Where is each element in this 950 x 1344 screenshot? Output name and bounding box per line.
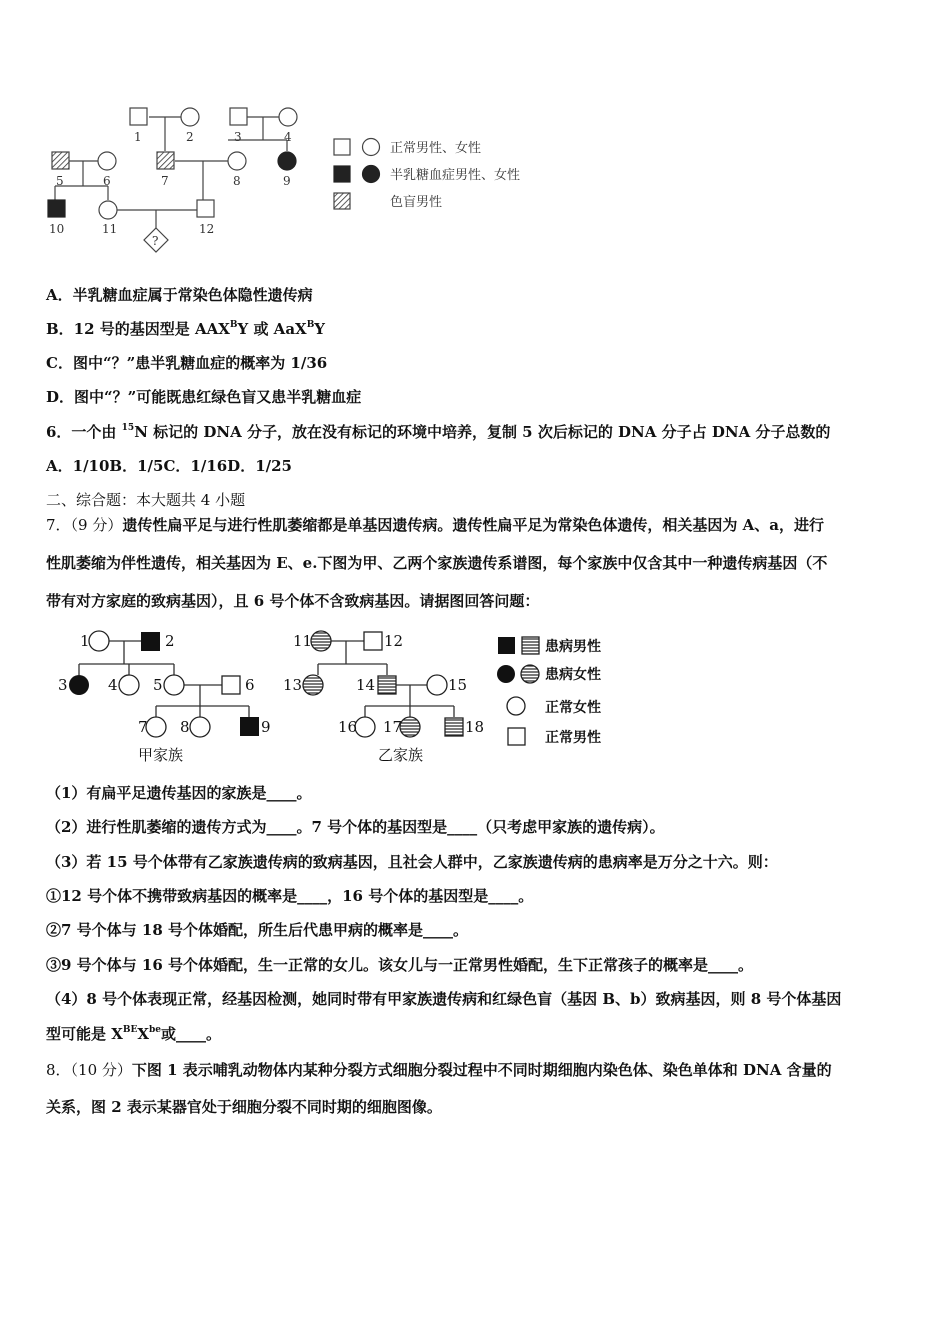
individual-12 [197, 200, 214, 217]
q7-sub-4-line1: （4）8 号个体表现正常，经基因检测，她同时带有甲家族遗传病和红绿色盲（基因 B、b）致病基因，则 8 号个体基因 [46, 990, 842, 1008]
label-4: 4 [284, 130, 292, 144]
q7-sub-4-line2: 型可能是 $X^{BE}X^{be}$或____。 [46, 1025, 222, 1043]
legend-normal: 正常男性、女性 [390, 141, 482, 156]
q5-option-d: D．图中“？”可能既患红绿色盲又患半乳糖血症 [46, 388, 362, 406]
legend-normal-female: 正常女性 [545, 700, 601, 716]
yi-caption: 乙家族 [378, 746, 424, 764]
q7-stem-line2: 性肌萎缩为伴性遗传，相关基因为 E、e.下图为甲、乙两个家族遗传系谱图，每个家族中仅含其中一种遗传病基因（不 [46, 554, 828, 572]
yi-individual-13 [303, 675, 323, 695]
jia-label-5: 5 [153, 676, 163, 694]
individual-5 [52, 152, 69, 169]
q7-sub-1: （1）有扁平足遗传基因的家族是____。 [46, 784, 312, 802]
pedigree2-legend [497, 637, 601, 746]
legend-affected-female: 患病女性 [545, 667, 601, 683]
q8-stem-line2: 关系，图 2 表示某器官处于细胞分裂不同时期的细胞图像。 [46, 1098, 442, 1116]
q7-sub-3b: ②7 号个体与 18 号个体婚配，所生后代患甲病的概率是____。 [46, 921, 468, 939]
label-9: 9 [283, 174, 291, 188]
legend-normal-male: 正常男性 [545, 730, 601, 746]
q5-option-a: A．半乳糖血症属于常染色体隐性遗传病 [46, 286, 313, 304]
label-6: 6 [103, 174, 111, 188]
jia-individual-2 [141, 632, 160, 651]
yi-individual-18 [445, 718, 463, 736]
individual-11 [99, 201, 117, 219]
jia-individual-7 [146, 717, 166, 737]
label-12: 12 [199, 222, 215, 236]
individual-9 [278, 152, 296, 170]
pedigree-family-figure [50, 620, 630, 770]
unknown-offspring-mark: ? [152, 234, 159, 248]
yi-individual-16 [355, 717, 375, 737]
yi-individual-17 [400, 717, 420, 737]
pedigree-galactosemia-figure [40, 100, 560, 260]
jia-label-7: 7 [138, 718, 148, 736]
jia-individual-9 [240, 717, 259, 736]
jia-label-6: 6 [245, 676, 255, 694]
q7-sub-2: （2）进行性肌萎缩的遗传方式为____。7 号个体的基因型是____（只考虑甲家族的遗传病）。 [46, 818, 665, 836]
individual-7 [157, 152, 174, 169]
individual-6 [98, 152, 116, 170]
q7-sub-3: （3）若 15 号个体带有乙家族遗传病的致病基因，且社会人群中，乙家族遗传病的患病率是万分之十六。则： [46, 853, 778, 871]
label-3: 3 [234, 130, 242, 144]
jia-label-1: 1 [80, 632, 90, 650]
q7-sub-3a: ①12 号个体不携带致病基因的概率是____，16 号个体的基因型是____。 [46, 887, 534, 905]
q8-stem-line1: 8．（10 分）下图 1 表示哺乳动物体内某种分裂方式细胞分裂过程中不同时期细胞内染色体、染色单体和 DNA 含量的 [46, 1061, 832, 1079]
section-heading: 二、综合题：本大题共 4 小题 [46, 491, 246, 509]
label-8: 8 [233, 174, 241, 188]
yi-individual-12 [364, 632, 382, 650]
label-10: 10 [49, 222, 65, 236]
jia-label-4: 4 [108, 676, 118, 694]
jia-individual-5 [164, 675, 184, 695]
q5-option-b: B．12 号的基因型是 $AAX^BY$ 或 AaX$^B$Y [46, 320, 326, 338]
individual-4 [279, 108, 297, 126]
individual-1 [130, 108, 147, 125]
jia-individual-4 [119, 675, 139, 695]
jia-individual-1 [89, 631, 109, 651]
yi-label-16: 16 [338, 718, 358, 736]
label-7: 7 [161, 174, 169, 188]
individual-3 [230, 108, 247, 125]
yi-label-18: 18 [465, 718, 485, 736]
legend-galactosemia: 半乳糖血症男性、女性 [390, 168, 521, 183]
q7-stem-line3: 带有对方家庭的致病基因），且 6 号个体不含致病基因。请据图回答问题： [46, 592, 540, 610]
yi-individual-11 [311, 631, 331, 651]
yi-label-12: 12 [384, 632, 404, 650]
jia-label-8: 8 [180, 718, 190, 736]
jia-label-9: 9 [261, 718, 271, 736]
label-5: 5 [56, 174, 64, 188]
legend-affected-male: 患病男性 [545, 639, 601, 655]
label-2: 2 [186, 130, 194, 144]
q7-sub-3c: ③9 号个体与 16 号个体婚配，生一正常的女儿。该女儿与一正常男性婚配，生下正常孩子的概率是____。 [46, 956, 753, 974]
label-1: 1 [134, 130, 142, 144]
individual-10 [48, 200, 65, 217]
yi-individual-15 [427, 675, 447, 695]
individual-8 [228, 152, 246, 170]
jia-label-3: 3 [58, 676, 68, 694]
jia-caption: 甲家族 [138, 746, 184, 764]
q6-stem: 6．一个由 $^{15}$N 标记的 DNA 分子，放在没有标记的环境中培养，复制 5 次后标记的 DNA 分子占 DNA 分子总数的 [46, 423, 831, 441]
individual-2 [181, 108, 199, 126]
pedigree1-legend [334, 139, 520, 211]
yi-label-13: 13 [283, 676, 303, 694]
legend-colorblind: 色盲男性 [390, 195, 443, 210]
q5-option-c: C．图中“？”患半乳糖血症的概率为 1/36 [46, 354, 328, 372]
q7-stem-line1: 7．（9 分）遗传性扁平足与进行性肌萎缩都是单基因遗传病。遗传性扁平足为常染色体遗传，相关基因为 A、a，进行 [46, 516, 824, 534]
yi-label-14: 14 [356, 676, 376, 694]
yi-individual-14 [378, 676, 396, 694]
q6-options: A．1/10B．1/5C．1/16D．1/25 [46, 457, 292, 475]
yi-label-17: 17 [383, 718, 403, 736]
yi-label-11: 11 [293, 632, 313, 650]
label-11: 11 [102, 222, 118, 236]
jia-label-2: 2 [165, 632, 175, 650]
yi-label-15: 15 [448, 676, 468, 694]
jia-individual-3 [69, 675, 89, 695]
jia-individual-6 [222, 676, 240, 694]
jia-individual-8 [190, 717, 210, 737]
